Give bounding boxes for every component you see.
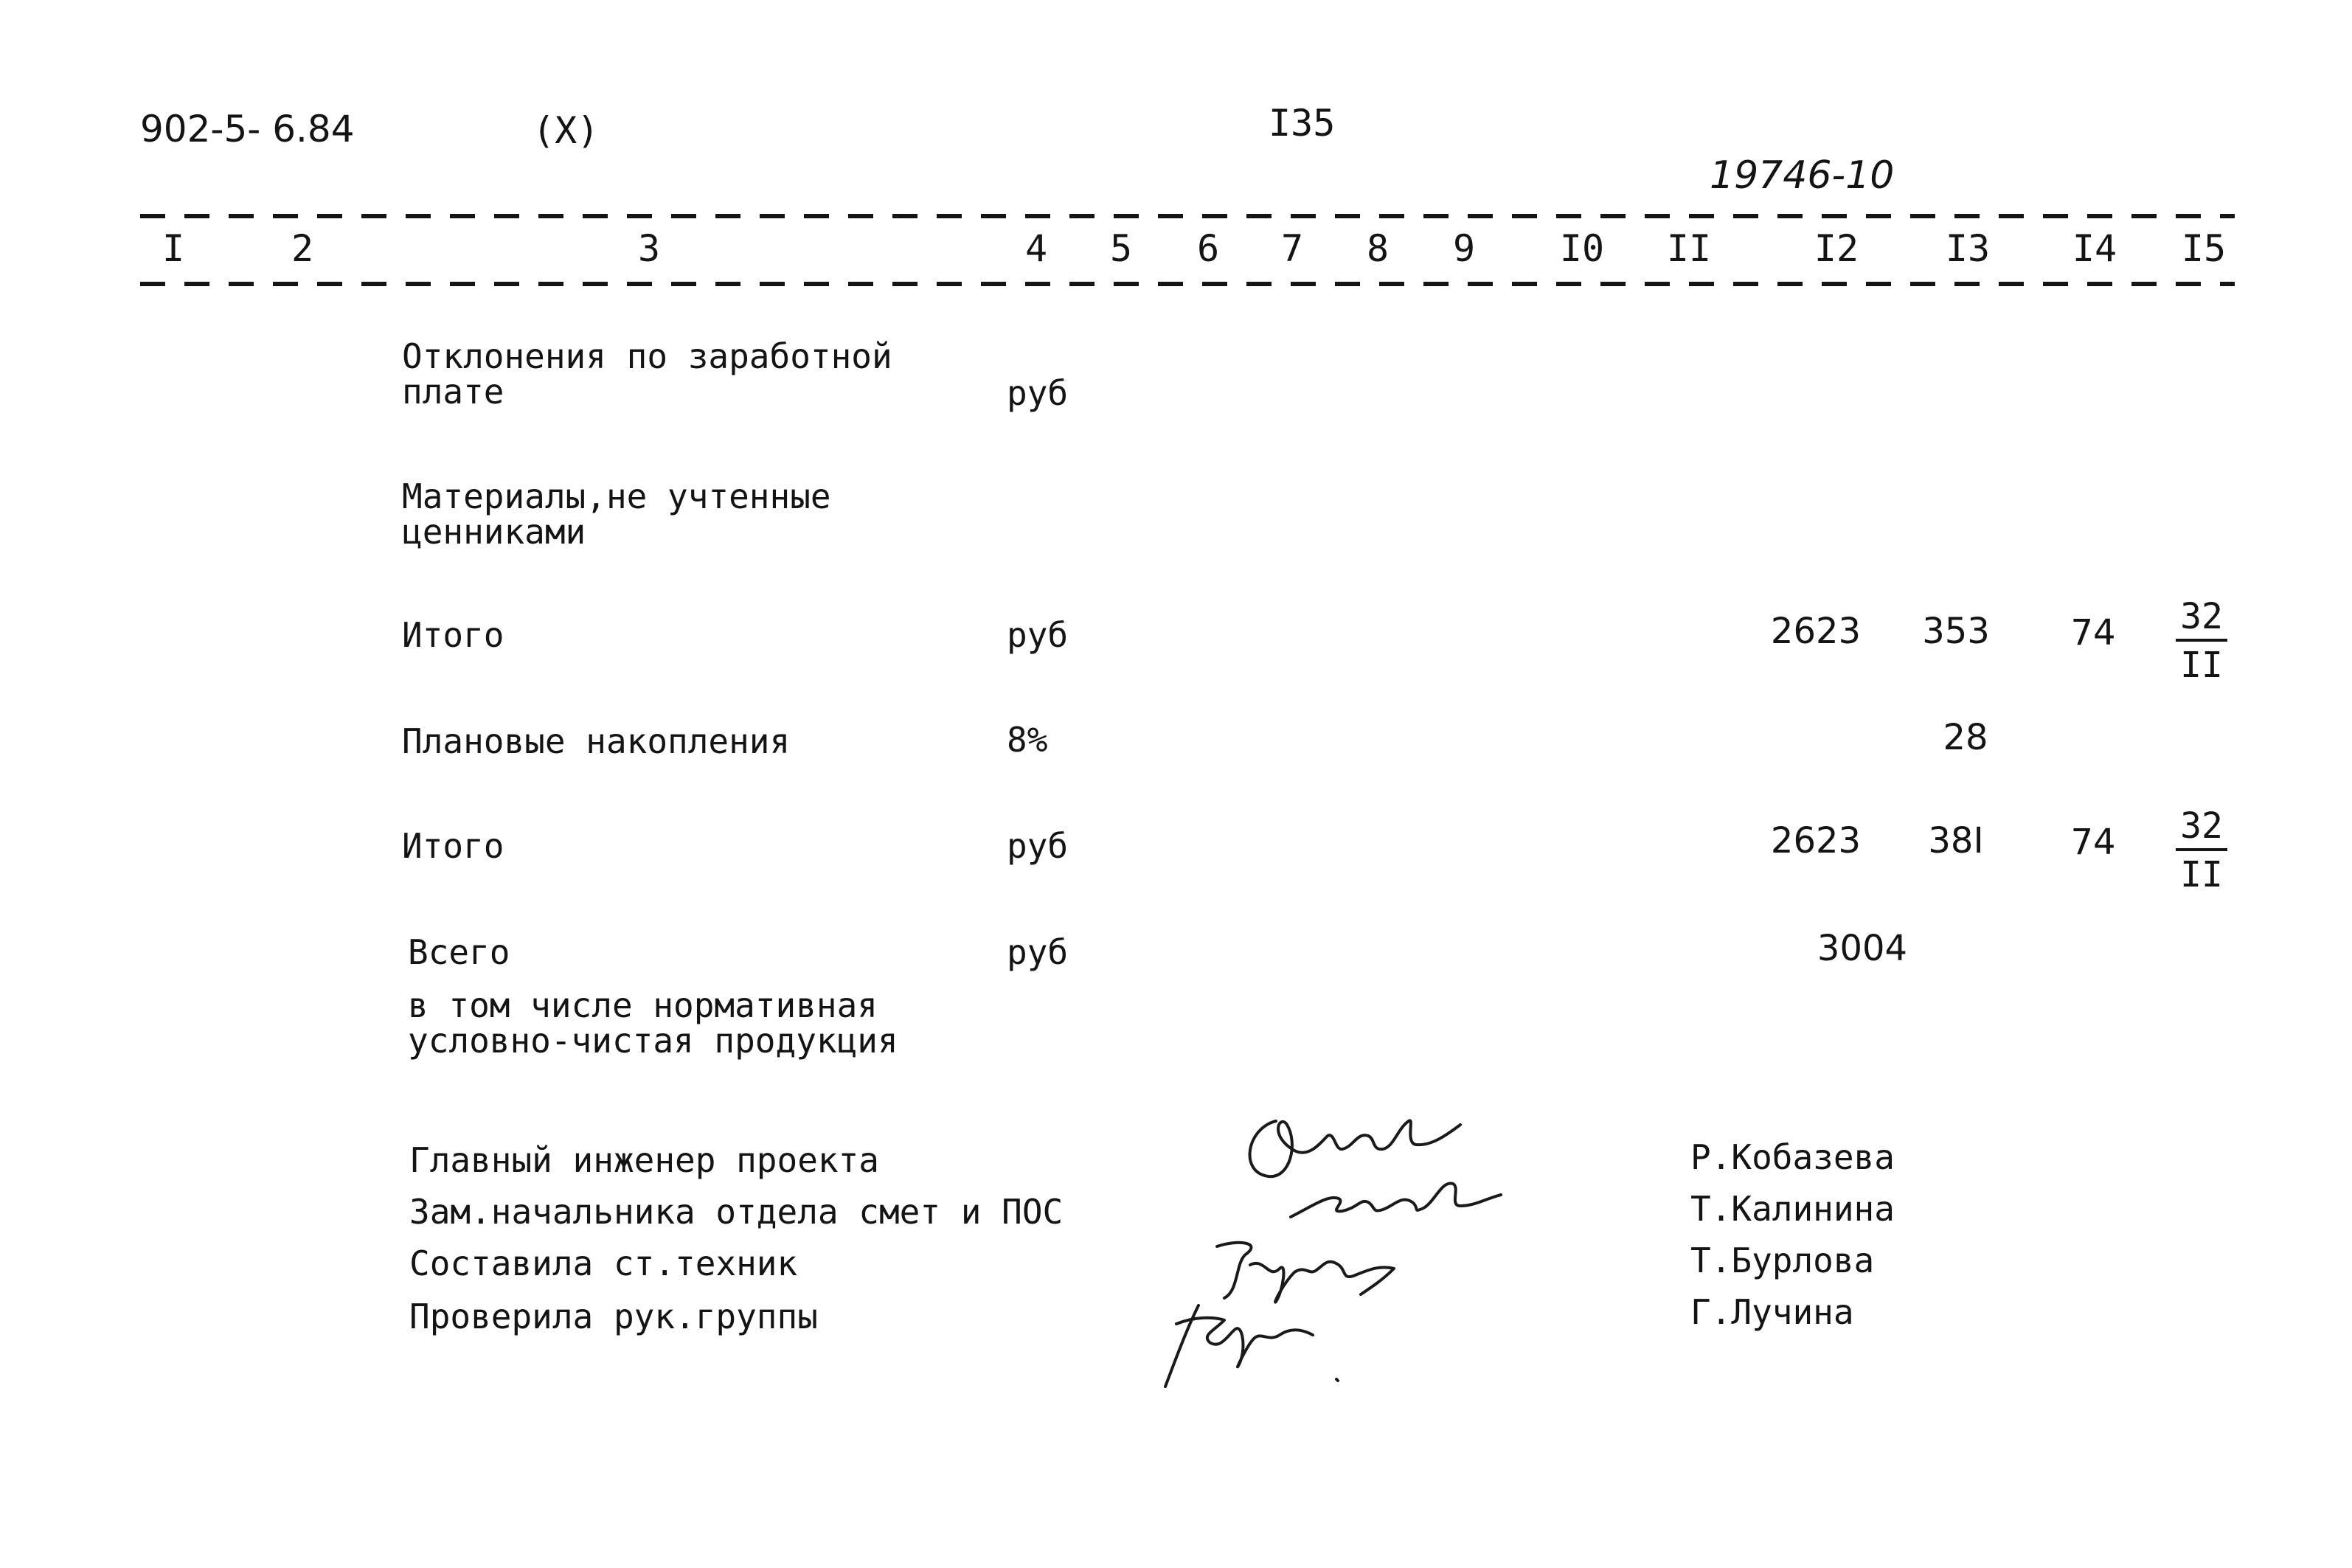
value-col-14: 74 bbox=[2070, 612, 2116, 653]
row-unit: 8% bbox=[1007, 720, 1048, 760]
row-label: Итого bbox=[402, 615, 504, 655]
column-number: 6 bbox=[1196, 227, 1220, 270]
column-number: II bbox=[1666, 227, 1712, 270]
column-number: 2 bbox=[291, 227, 314, 270]
column-number: I bbox=[162, 227, 185, 270]
document-code: 902-5- 6.84 bbox=[140, 108, 355, 150]
row-unit: руб bbox=[1007, 615, 1069, 655]
value-col-14: 74 bbox=[2070, 822, 2116, 863]
section-label: (X) bbox=[533, 109, 600, 152]
fraction-denominator: II bbox=[2180, 645, 2223, 686]
row-label: условно-чистая продукция bbox=[408, 1021, 898, 1061]
page-number: I35 bbox=[1269, 102, 1336, 145]
value-col-15-fraction bbox=[2176, 805, 2227, 895]
column-number: 4 bbox=[1024, 227, 1048, 270]
row-unit: руб bbox=[1007, 373, 1069, 413]
handwritten-signature-group-lead bbox=[1143, 1283, 1364, 1394]
total-value: 3004 bbox=[1817, 928, 1908, 969]
value-col-15-fraction bbox=[2176, 596, 2227, 686]
signature-role: Проверила рук.группы bbox=[409, 1297, 818, 1336]
value-col-12: 2623 bbox=[1770, 820, 1862, 861]
signature-role: Зам.начальника отдела смет и ПОС bbox=[409, 1192, 1064, 1232]
signature-name: Р.Кобазева bbox=[1690, 1137, 1895, 1177]
value-col-13: 353 bbox=[1922, 611, 1990, 652]
row-label: плате bbox=[402, 372, 504, 412]
signature-role: Составила ст.техник bbox=[409, 1243, 798, 1283]
row-unit: руб bbox=[1007, 932, 1069, 972]
fraction-numerator: 32 bbox=[2176, 599, 2227, 642]
row-unit: руб bbox=[1007, 826, 1069, 866]
row-label: Материалы,не учтенные bbox=[402, 476, 831, 516]
column-number: I4 bbox=[2072, 227, 2117, 270]
fraction-numerator: 32 bbox=[2176, 808, 2227, 851]
column-number: 9 bbox=[1452, 227, 1476, 270]
column-number: 3 bbox=[637, 227, 661, 270]
value-col-13: 38I bbox=[1928, 820, 1984, 861]
column-number: I2 bbox=[1814, 227, 1859, 270]
signature-name: Т.Калинина bbox=[1690, 1189, 1895, 1229]
value-col-12: 2623 bbox=[1770, 611, 1862, 652]
column-number: 5 bbox=[1109, 227, 1133, 270]
column-number: I0 bbox=[1559, 227, 1605, 270]
header-bottom-rule bbox=[140, 282, 2235, 286]
column-number: I3 bbox=[1945, 227, 1991, 270]
signature-name: Т.Бурлова bbox=[1690, 1241, 1875, 1280]
row-label: в том числе нормативная bbox=[408, 985, 878, 1025]
signature-role: Главный инженер проекта bbox=[409, 1140, 879, 1180]
archive-number: 19746-10 bbox=[1710, 153, 1895, 198]
row-label: Всего bbox=[408, 932, 510, 972]
fraction-denominator: II bbox=[2180, 854, 2223, 895]
column-number: I5 bbox=[2181, 227, 2227, 270]
row-label: ценниками bbox=[402, 512, 586, 552]
header-top-rule bbox=[140, 214, 2235, 218]
row-label: Отклонения по заработной bbox=[402, 336, 892, 376]
row-label: Плановые накопления bbox=[402, 721, 791, 761]
signature-name: Г.Лучина bbox=[1690, 1292, 1854, 1332]
column-number: 8 bbox=[1366, 227, 1390, 270]
value-col-13: 28 bbox=[1943, 717, 1988, 758]
row-label: Итого bbox=[402, 826, 504, 866]
column-number: 7 bbox=[1280, 227, 1304, 270]
